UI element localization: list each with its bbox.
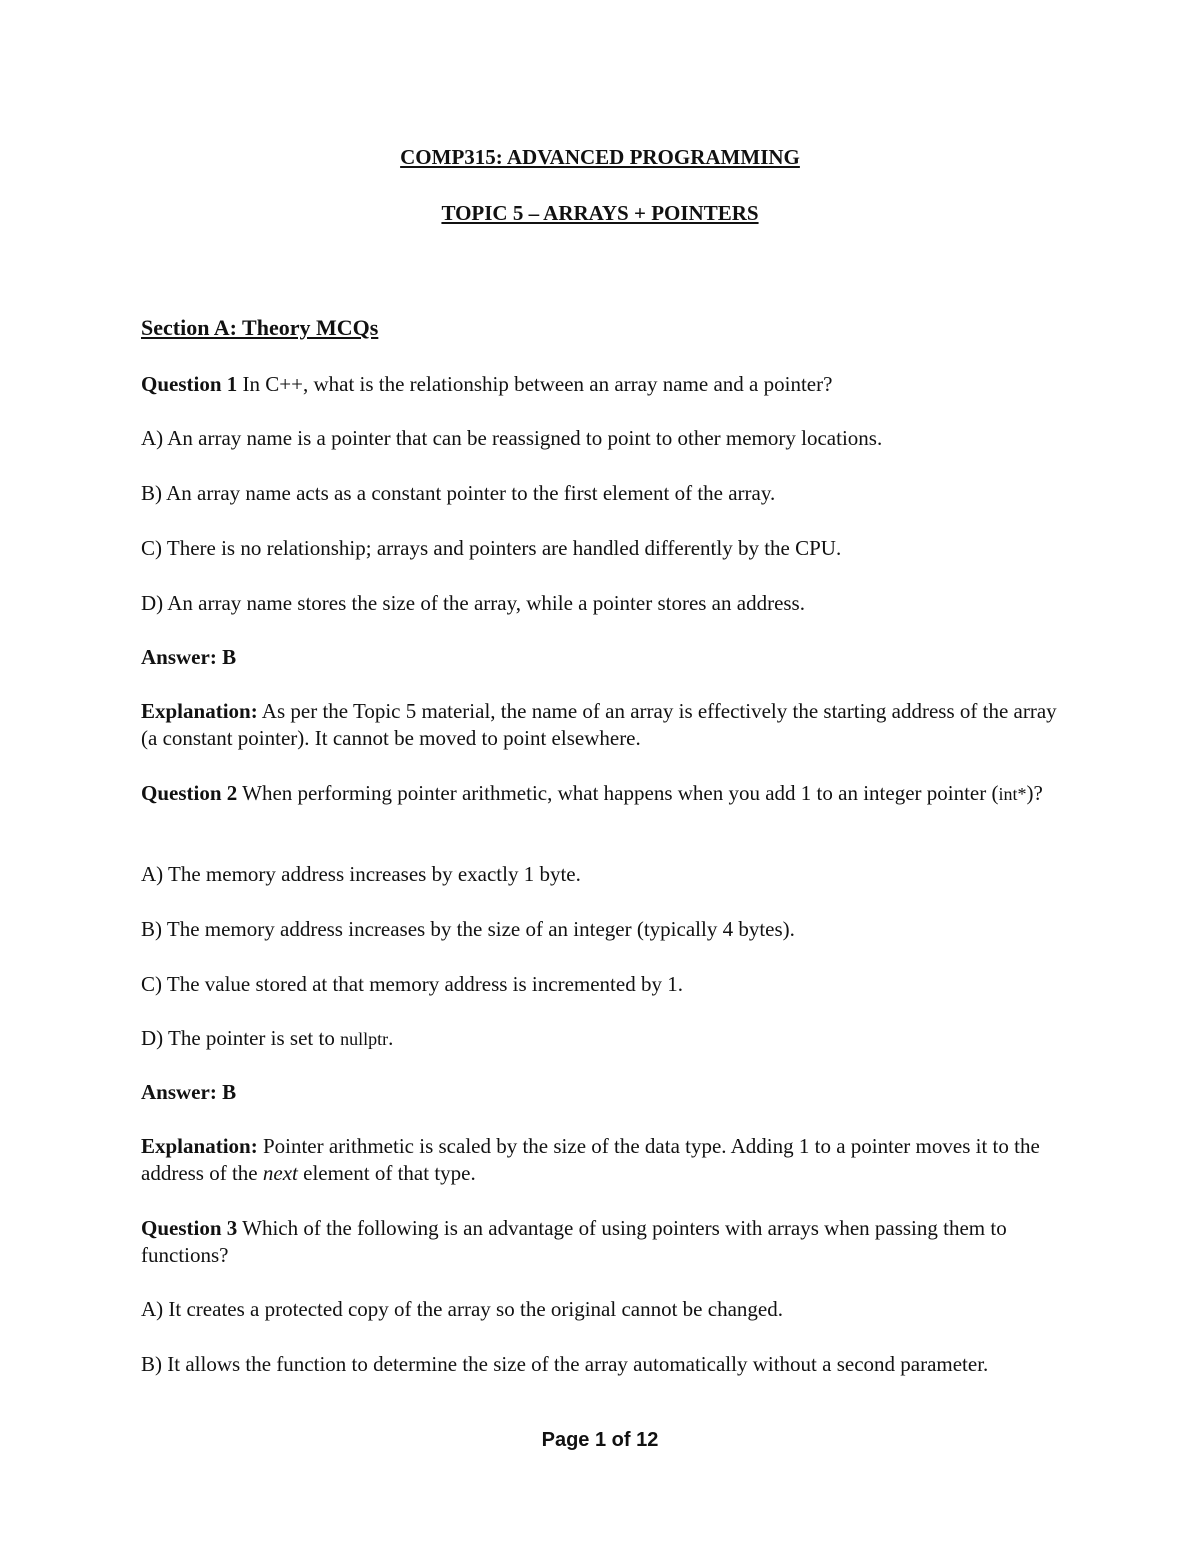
- page-total: 12: [636, 1429, 659, 1451]
- explanation-1: [141, 698, 1061, 752]
- explanation-text-end: element of that type.: [297, 1161, 476, 1185]
- question-1: [141, 371, 1061, 398]
- page-prefix: Page: [541, 1429, 595, 1451]
- question-text: When performing pointer arithmetic, what happens when you add 1 to an integer pointer (: [237, 781, 999, 805]
- topic-title: TOPIC 5 – ARRAYS + POINTERS: [441, 201, 759, 225]
- answer-label: Answer:: [141, 1080, 217, 1104]
- answer-label: Answer:: [141, 645, 217, 669]
- answer-2: [141, 1079, 1061, 1106]
- question-3: [141, 1215, 1061, 1269]
- option-a: A) It creates a protected copy of the array so the original cannot be changed.: [141, 1297, 783, 1321]
- inline-code: nullptr: [340, 1029, 389, 1049]
- option-d: D) An array name stores the size of the array, while a pointer stores an address.: [141, 591, 805, 615]
- answer-1: [141, 644, 1061, 671]
- inline-code: int*: [998, 784, 1027, 804]
- option-d: [141, 1025, 1061, 1053]
- option-c: C) There is no relationship; arrays and pointers are handled differently by the CPU.: [141, 536, 842, 560]
- option-b: B) An array name acts as a constant pointer to the first element of the array.: [141, 481, 776, 505]
- explanation-text: Pointer arithmetic is scaled by the size of the data type. Adding 1 to a pointer moves it to the address of the: [141, 1134, 1040, 1185]
- option-d-prefix: D) The pointer is set to: [141, 1026, 341, 1050]
- section-heading: Section A: Theory MCQs: [141, 315, 379, 340]
- answer-value: B: [216, 1080, 237, 1104]
- option-a: A) The memory address increases by exactly 1 byte.: [141, 862, 581, 886]
- page-footer: [0, 1427, 1200, 1453]
- question-text-end: )?: [1026, 781, 1043, 805]
- option-a: A) An array name is a pointer that can be reassigned to point to other memory locations.: [141, 426, 883, 450]
- answer-value: B: [216, 645, 237, 669]
- explanation-emphasis: next: [262, 1161, 298, 1185]
- question-label: Question 1: [141, 372, 238, 396]
- page-number: 1: [594, 1429, 607, 1451]
- explanation-text: As per the Topic 5 material, the name of an array is effectively the starting address of the array (a constant pointer). It cannot be moved to point elsewhere.: [141, 699, 1057, 750]
- option-d-suffix: .: [388, 1026, 394, 1050]
- question-label: Question 2: [141, 781, 238, 805]
- explanation-label: Explanation:: [141, 1134, 258, 1158]
- question-2: [141, 780, 1061, 808]
- page-of: of: [606, 1429, 637, 1451]
- explanation-2: [141, 1133, 1061, 1187]
- option-b: B) It allows the function to determine the size of the array automatically without a second parameter.: [141, 1352, 989, 1376]
- option-b: B) The memory address increases by the size of an integer (typically 4 bytes).: [141, 917, 795, 941]
- course-title: COMP315: ADVANCED PROGRAMMING: [400, 145, 800, 169]
- question-label: Question 3: [141, 1216, 238, 1240]
- question-text: In C++, what is the relationship between an array name and a pointer?: [237, 372, 833, 396]
- explanation-label: Explanation:: [141, 699, 258, 723]
- option-c: C) The value stored at that memory address is incremented by 1.: [141, 972, 683, 996]
- question-text: Which of the following is an advantage of using pointers with arrays when passing them to functions?: [141, 1216, 1007, 1267]
